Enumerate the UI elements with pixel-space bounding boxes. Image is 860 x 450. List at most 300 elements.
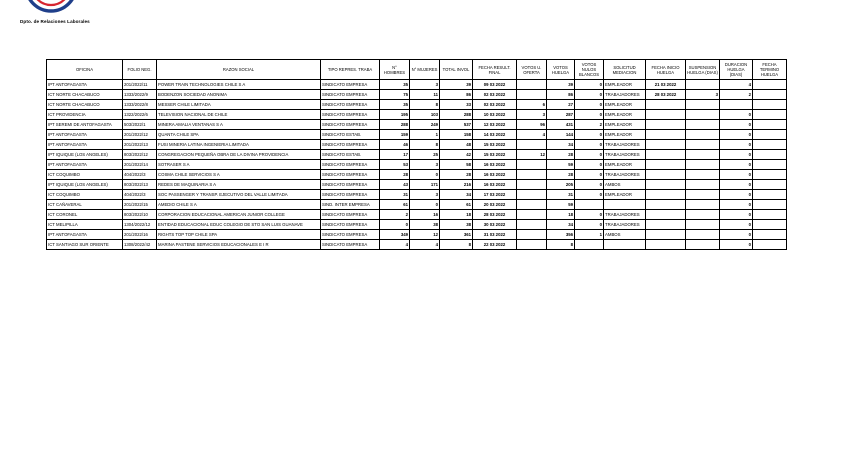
- table-cell: BODENZON SOCIEDAD ANONIMA: [157, 90, 321, 100]
- table-cell: 35: [380, 100, 410, 110]
- table-cell: 404/2022/3: [123, 190, 157, 200]
- table-cell: 12 03 2022: [473, 120, 517, 130]
- table-cell: ICT MELIPILLA: [47, 220, 123, 230]
- table-cell: [686, 120, 720, 130]
- table-cell: 8: [547, 240, 575, 250]
- table-row: [47, 130, 787, 140]
- table-cell: EMPLEADOR: [604, 160, 646, 170]
- table-cell: 16 03 2022: [473, 170, 517, 180]
- table-cell: 1333/2022/8: [123, 100, 157, 110]
- table-cell: 0: [575, 110, 604, 120]
- table-cell: MARINA PASTENE SERVICIOS EDUCACIONALES E I R: [157, 240, 321, 250]
- table-cell: 20 03 2022: [473, 200, 517, 210]
- table-cell: TRABAJADORES: [604, 220, 646, 230]
- column-header: TIPO REPRES. TRABA: [321, 60, 380, 80]
- table-cell: [753, 130, 787, 140]
- table-cell: [646, 200, 686, 210]
- table-cell: 38: [440, 220, 473, 230]
- table-cell: CONGREGACION PEQUEÑA OBRA DE LA DIVINA PROVIDENCIA: [157, 150, 321, 160]
- column-header: FECHA INICIO HUELGA: [646, 60, 686, 80]
- table-cell: EMPLEADOR: [604, 110, 646, 120]
- table-cell: [753, 110, 787, 120]
- table-cell: [686, 200, 720, 210]
- table-cell: [517, 90, 547, 100]
- table-cell: 201/2022/15: [123, 200, 157, 210]
- table-cell: 12: [517, 150, 547, 160]
- table-cell: 31: [547, 190, 575, 200]
- table-cell: 8: [410, 140, 440, 150]
- table-cell: 39: [440, 80, 473, 90]
- table-cell: 48: [440, 140, 473, 150]
- table-cell: 537: [440, 120, 473, 130]
- table-cell: 0: [575, 100, 604, 110]
- table-cell: 3: [410, 160, 440, 170]
- table-cell: ICT PROVIDENCIA: [47, 110, 123, 120]
- table-cell: 201/2022/11: [123, 80, 157, 90]
- table-cell: EMPLEADOR: [604, 130, 646, 140]
- table-cell: 09 03 2022: [473, 80, 517, 90]
- table-cell: [517, 230, 547, 240]
- table-cell: ICT SANTIAGO SUR ORIENTE: [47, 240, 123, 250]
- table-cell: [686, 170, 720, 180]
- table-cell: SINDICATO EMPRESA: [321, 140, 380, 150]
- table-cell: [646, 120, 686, 130]
- table-cell: [686, 160, 720, 170]
- table-cell: 22 03 2022: [473, 240, 517, 250]
- table-cell: SINDICATO EMPRESA: [321, 100, 380, 110]
- table-cell: ENTIDAD EDUCACIONAL EDUC COLEGIO DE STO SAN LUIS GUANAVE: [157, 220, 321, 230]
- table-cell: 34: [547, 140, 575, 150]
- table-cell: 195: [380, 110, 410, 120]
- column-header: VOTOS HUELGA: [547, 60, 575, 80]
- table-cell: 0: [575, 150, 604, 160]
- table-cell: SINDICATO EMPRESA: [321, 160, 380, 170]
- table-cell: [646, 230, 686, 240]
- table-cell: 0: [575, 160, 604, 170]
- table-cell: POWER TRAIN TECHNOLOGIES CHILE S A: [157, 80, 321, 90]
- table-cell: 1: [410, 130, 440, 140]
- table-row: [47, 180, 787, 190]
- table-cell: 0: [720, 240, 753, 250]
- table-cell: 61: [440, 200, 473, 210]
- table-cell: 4: [517, 130, 547, 140]
- table-cell: [753, 170, 787, 180]
- table-cell: 0: [720, 130, 753, 140]
- table-cell: 404/2022/3: [123, 170, 157, 180]
- table-cell: SINDICATO EMPRESA: [321, 190, 380, 200]
- table-cell: [646, 240, 686, 250]
- table-cell: SOTRASER S A: [157, 160, 321, 170]
- table-cell: 39: [547, 80, 575, 90]
- column-header: VOTOS U. OFERTA: [517, 60, 547, 80]
- table-cell: [720, 100, 753, 110]
- table-cell: [686, 240, 720, 250]
- table-cell: [686, 80, 720, 90]
- table-cell: 0: [720, 110, 753, 120]
- table-cell: 86: [547, 90, 575, 100]
- table-cell: 803/2022/13: [123, 180, 157, 190]
- table-cell: 0: [575, 130, 604, 140]
- table-cell: IPT ANTOFAGASTA: [47, 130, 123, 140]
- table-cell: 86: [440, 90, 473, 100]
- table-row: [47, 200, 787, 210]
- table-cell: 0: [575, 80, 604, 90]
- table-cell: 43: [380, 180, 410, 190]
- table-cell: 0: [575, 180, 604, 190]
- table-cell: [575, 200, 604, 210]
- table-row: [47, 220, 787, 230]
- table-cell: EMPLEADOR: [604, 80, 646, 90]
- table-cell: 201/2022/12: [123, 130, 157, 140]
- table-cell: 0: [575, 190, 604, 200]
- table-row: [47, 160, 787, 170]
- table-cell: ICT COQUIMBO: [47, 190, 123, 200]
- table-cell: [646, 180, 686, 190]
- table-cell: IPT IQUIQUE (LOS ANGELES): [47, 180, 123, 190]
- table-cell: 38: [410, 220, 440, 230]
- table-row: [47, 210, 787, 220]
- table-cell: ICT COQUIMBO: [47, 170, 123, 180]
- table-cell: [646, 220, 686, 230]
- table-cell: 18: [440, 210, 473, 220]
- table-cell: IPT SEREMI DE ANTOFAGASTA: [47, 120, 123, 130]
- table-cell: [517, 170, 547, 180]
- table-cell: ICT CAÑAVERAL: [47, 200, 123, 210]
- table-cell: 0: [720, 220, 753, 230]
- table-cell: SINDICATO ESTAB.: [321, 150, 380, 160]
- table-cell: 58: [440, 160, 473, 170]
- table-cell: SINDICATO EMPRESA: [321, 220, 380, 230]
- table-row: [47, 140, 787, 150]
- table-cell: 31: [380, 190, 410, 200]
- table-cell: [575, 240, 604, 250]
- table-cell: SIND. INTER EMPRESA: [321, 200, 380, 210]
- table-cell: 0: [575, 170, 604, 180]
- column-header: DURACION HUELGA (DIAS): [720, 60, 753, 80]
- table-cell: 28: [547, 150, 575, 160]
- table-cell: 3: [410, 80, 440, 90]
- table-cell: [646, 150, 686, 160]
- table-cell: CORPORACION EDUCACIONAL AMERICAN JUNIOR COLLEGE: [157, 210, 321, 220]
- table-cell: 31 03 2022: [473, 230, 517, 240]
- table-cell: 4: [720, 80, 753, 90]
- table-cell: 0: [575, 220, 604, 230]
- table-cell: 34: [440, 190, 473, 200]
- table-cell: TRABAJADORES: [604, 140, 646, 150]
- table-cell: SINDICATO ESTAB.: [321, 130, 380, 140]
- table-cell: [686, 110, 720, 120]
- table-cell: 21 03 2022: [646, 80, 686, 90]
- table-cell: [753, 160, 787, 170]
- table-cell: SINDICATO EMPRESA: [321, 170, 380, 180]
- table-cell: 503/2022/1: [123, 120, 157, 130]
- table-cell: 0: [720, 150, 753, 160]
- table-cell: 4: [410, 240, 440, 250]
- table-cell: IPT ANTOFAGASTA: [47, 230, 123, 240]
- table-cell: MINERA AMALIA VENTANAS S A: [157, 120, 321, 130]
- table-cell: 8: [410, 100, 440, 110]
- table-cell: 42: [440, 150, 473, 160]
- table-cell: 287: [547, 110, 575, 120]
- table-cell: QUANTA CHILE SPA: [157, 130, 321, 140]
- table-cell: 0: [720, 160, 753, 170]
- table-cell: 11: [410, 90, 440, 100]
- table-cell: SINDICATO EMPRESA: [321, 180, 380, 190]
- table-row: [47, 190, 787, 200]
- table-cell: [517, 240, 547, 250]
- table-cell: TELEVISION NACIONAL DE CHILE: [157, 110, 321, 120]
- table-cell: 0: [720, 120, 753, 130]
- table-cell: [753, 190, 787, 200]
- table-cell: TRABAJADORES: [604, 90, 646, 100]
- column-header: TOTAL INVOL: [440, 60, 473, 80]
- table-cell: 356: [547, 230, 575, 240]
- table-cell: [646, 110, 686, 120]
- table-cell: 0: [410, 200, 440, 210]
- table-cell: 171: [410, 180, 440, 190]
- table-cell: [517, 210, 547, 220]
- huelgas-table: [46, 59, 787, 250]
- table-cell: [753, 200, 787, 210]
- table-cell: 288: [380, 120, 410, 130]
- table-row: [47, 150, 787, 160]
- table-cell: 2: [720, 90, 753, 100]
- table-cell: 0: [575, 90, 604, 100]
- table-cell: SINDICATO EMPRESA: [321, 230, 380, 240]
- table-cell: 16 03 2022: [473, 160, 517, 170]
- table-cell: 30 03 2022: [473, 220, 517, 230]
- table-cell: [646, 190, 686, 200]
- table-cell: 3: [686, 90, 720, 100]
- table-cell: EMPLEADOR: [604, 100, 646, 110]
- table-cell: [753, 180, 787, 190]
- direccion-del-trabajo-logo: [20, 0, 82, 14]
- table-cell: [517, 190, 547, 200]
- table-cell: 17: [380, 150, 410, 160]
- table-cell: ICT NORTE CHACABUCO: [47, 100, 123, 110]
- table-cell: 8: [440, 240, 473, 250]
- table-cell: [604, 240, 646, 250]
- table-row: [47, 240, 787, 250]
- table-cell: COSMA CHILE SERVICIOS S A: [157, 170, 321, 180]
- table-cell: 15 03 2022: [473, 140, 517, 150]
- table-body: [47, 80, 787, 250]
- table-cell: 803/2022/10: [123, 210, 157, 220]
- table-cell: 16 03 2022: [473, 180, 517, 190]
- table-cell: 0: [720, 230, 753, 240]
- table-cell: IPT IQUIQUE (LOS ANGELES): [47, 150, 123, 160]
- table-cell: TRABAJADORES: [604, 210, 646, 220]
- table-cell: 02 03 2022: [473, 100, 517, 110]
- table-cell: [753, 80, 787, 90]
- table-cell: SINDICATO EMPRESA: [321, 90, 380, 100]
- column-header: RAZON SOCIAL: [157, 60, 321, 80]
- table-cell: 2: [575, 120, 604, 130]
- table-cell: 34: [547, 220, 575, 230]
- table-cell: 205: [547, 180, 575, 190]
- table-row: [47, 170, 787, 180]
- table-cell: SINDICATO EMPRESA: [321, 120, 380, 130]
- column-header: FECHA TERMINO HUELGA: [753, 60, 787, 80]
- table-cell: 158: [440, 130, 473, 140]
- table-cell: 33: [440, 100, 473, 110]
- column-header: SOLICITUD MEDIACION: [604, 60, 646, 80]
- table-cell: IPT ANTOFAGASTA: [47, 160, 123, 170]
- table-cell: 103: [410, 110, 440, 120]
- table-cell: 1322/2022/6: [123, 110, 157, 120]
- table-cell: 1308/2022/42: [123, 240, 157, 250]
- table-cell: 6: [517, 100, 547, 110]
- table-cell: 249: [410, 120, 440, 130]
- table-cell: FUSI MINERIA LATINA INGENIERIA LIMITADA: [157, 140, 321, 150]
- table-cell: [517, 80, 547, 90]
- table-cell: 1333/2022/9: [123, 90, 157, 100]
- table-cell: [646, 160, 686, 170]
- table-cell: 349: [380, 230, 410, 240]
- table-cell: 0: [720, 140, 753, 150]
- table-cell: [686, 190, 720, 200]
- table-cell: 2: [380, 210, 410, 220]
- table-cell: 59: [547, 160, 575, 170]
- table-cell: [517, 200, 547, 210]
- table-cell: [753, 220, 787, 230]
- table-cell: 288: [440, 110, 473, 120]
- table-cell: [517, 140, 547, 150]
- table-cell: 53: [380, 160, 410, 170]
- table-cell: 0: [720, 190, 753, 200]
- table-cell: TRABAJADORES: [604, 150, 646, 160]
- table-cell: [604, 200, 646, 210]
- table-cell: ICT CORONEL: [47, 210, 123, 220]
- column-header: VOTOS NULOS BLANCOS: [575, 60, 604, 80]
- table-cell: SOC PASSENGER Y TRANSP. EJECUTIVO DEL VALLE LIMITADA: [157, 190, 321, 200]
- table-cell: 28: [380, 170, 410, 180]
- table-cell: 201/2022/14: [123, 160, 157, 170]
- table-cell: 803/2022/12: [123, 150, 157, 160]
- table-cell: 75: [380, 90, 410, 100]
- table-cell: 61: [380, 200, 410, 210]
- table-cell: 144: [547, 130, 575, 140]
- table-cell: [646, 170, 686, 180]
- table-cell: 0: [380, 220, 410, 230]
- table-row: [47, 80, 787, 90]
- table-cell: 4: [380, 240, 410, 250]
- table-cell: 10 03 2022: [473, 110, 517, 120]
- table-cell: [753, 210, 787, 220]
- table-cell: SINDICATO EMPRESA: [321, 210, 380, 220]
- table-row: [47, 120, 787, 130]
- table-cell: IPT ANTOFAGASTA: [47, 80, 123, 90]
- table-cell: [686, 130, 720, 140]
- table-cell: ICT NORTE CHACABUCO: [47, 90, 123, 100]
- table-cell: REDES DE MAQUINARIA S A: [157, 180, 321, 190]
- table-cell: IPT ANTOFAGASTA: [47, 140, 123, 150]
- table-cell: [753, 120, 787, 130]
- table-cell: 0: [575, 210, 604, 220]
- table-cell: 0: [410, 170, 440, 180]
- table-cell: [753, 100, 787, 110]
- table-cell: 3: [517, 110, 547, 120]
- table-cell: 216: [440, 180, 473, 190]
- table-cell: [686, 230, 720, 240]
- table-cell: [753, 230, 787, 240]
- table-cell: 59: [547, 200, 575, 210]
- table-cell: 46: [380, 140, 410, 150]
- table-cell: 28: [547, 170, 575, 180]
- table-cell: 25: [410, 150, 440, 160]
- table-cell: AMEDIO CHILE S A: [157, 200, 321, 210]
- table-row: [47, 110, 787, 120]
- table-cell: 28 03 2022: [646, 90, 686, 100]
- table-cell: TRABAJADORES: [604, 170, 646, 180]
- column-header: N° MUJERES: [410, 60, 440, 80]
- table-cell: AMBOS: [604, 180, 646, 190]
- table-row: [47, 100, 787, 110]
- table-cell: [686, 100, 720, 110]
- table-cell: 28: [440, 170, 473, 180]
- table-cell: 27: [547, 100, 575, 110]
- table-cell: 17 03 2022: [473, 190, 517, 200]
- column-header: SUSPENSION HUELGA (DIAS): [686, 60, 720, 80]
- table-cell: [753, 150, 787, 160]
- table-cell: 96: [517, 120, 547, 130]
- table-cell: [686, 220, 720, 230]
- table-cell: 12: [410, 230, 440, 240]
- table-cell: EMPLEADOR: [604, 120, 646, 130]
- department-label: Dpto. de Relaciones Laborales: [20, 19, 90, 24]
- table-cell: 1304/2022/12: [123, 220, 157, 230]
- table-cell: [646, 140, 686, 150]
- table-cell: 15 03 2022: [473, 150, 517, 160]
- table-cell: 35: [380, 80, 410, 90]
- table-cell: [686, 210, 720, 220]
- table-cell: SINDICATO EMPRESA: [321, 110, 380, 120]
- table-cell: [753, 140, 787, 150]
- table-cell: AMBOS: [604, 230, 646, 240]
- table-cell: SINDICATO EMPRESA: [321, 240, 380, 250]
- table-cell: MESSER CHILE LIMITADA: [157, 100, 321, 110]
- table-row: [47, 230, 787, 240]
- table-cell: [517, 220, 547, 230]
- table-cell: 201/2022/16: [123, 230, 157, 240]
- table-cell: 361: [440, 230, 473, 240]
- table-cell: [686, 140, 720, 150]
- table-cell: 14 03 2022: [473, 130, 517, 140]
- table-cell: RIGHTS TOP TOP CHILE SPA: [157, 230, 321, 240]
- table-cell: 431: [547, 120, 575, 130]
- table-cell: 16: [410, 210, 440, 220]
- table-header-row: [47, 60, 787, 80]
- table-cell: [646, 130, 686, 140]
- table-cell: 0: [575, 140, 604, 150]
- table-cell: 0: [720, 180, 753, 190]
- column-header: FOLIO NEG.: [123, 60, 157, 80]
- table-cell: 0: [720, 170, 753, 180]
- table-cell: [517, 160, 547, 170]
- table-row: [47, 90, 787, 100]
- table-cell: 18: [547, 210, 575, 220]
- table-cell: 159: [380, 130, 410, 140]
- table-cell: 0: [720, 200, 753, 210]
- table-cell: [646, 210, 686, 220]
- table-cell: SINDICATO EMPRESA: [321, 80, 380, 90]
- table-cell: 0: [720, 210, 753, 220]
- table-cell: 02 03 2022: [473, 90, 517, 100]
- table-cell: 3: [410, 190, 440, 200]
- table-cell: 28 03 2022: [473, 210, 517, 220]
- table-cell: EMPLEADOR: [604, 190, 646, 200]
- table-cell: [753, 240, 787, 250]
